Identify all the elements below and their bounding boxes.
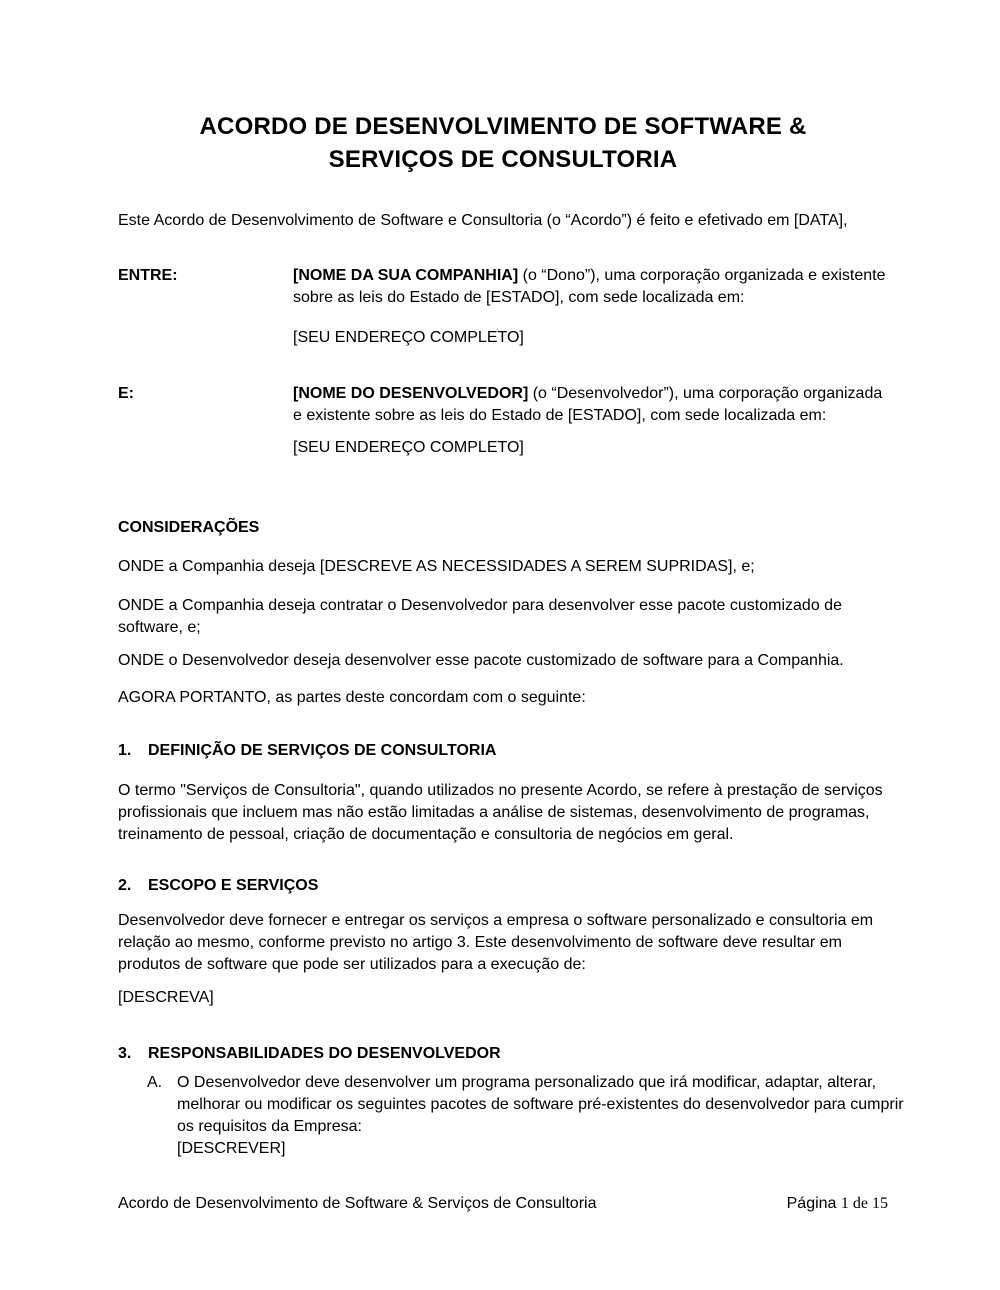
section-1-heading-text: DEFINIÇÃO DE SERVIÇOS DE CONSULTORIA	[148, 742, 497, 759]
footer-document-title: Acordo de Desenvolvimento de Software & Serviços de Consultoria	[118, 1195, 597, 1212]
party-block-e	[118, 383, 888, 459]
now-therefore-paragraph: AGORA PORTANTO, as partes deste concordam com o seguinte:	[118, 689, 586, 706]
considerations-clause-1: ONDE a Companhia deseja [DESCREVE AS NECESSIDADES A SEREM SUPRIDAS], e;	[118, 558, 755, 575]
party-text-entre: (o “Dono”), uma corporação organizada e existente sobre as leis do Estado de [ESTADO], com sede localizada em:	[293, 267, 886, 306]
page-footer	[118, 1193, 888, 1215]
footer-page-label: Página	[786, 1195, 841, 1212]
party-description-entre	[293, 265, 888, 309]
document-title	[118, 110, 888, 176]
section-3-placeholder: [DESCREVER]	[177, 1140, 286, 1157]
party-name-placeholder-e: [NOME DO DESENVOLVEDOR]	[293, 385, 529, 402]
section-1-heading	[118, 740, 888, 762]
footer-page-value: 1 de 15	[840, 1195, 888, 1212]
section-2-heading-text: ESCOPO E SERVIÇOS	[148, 877, 319, 894]
party-description-e	[293, 383, 888, 427]
section-3-heading-text: RESPONSABILIDADES DO DESENVOLVEDOR	[148, 1045, 501, 1062]
section-2-number: 2.	[118, 877, 132, 894]
document-title-line1: ACORDO DE DESENVOLVIMENTO DE SOFTWARE &	[199, 113, 807, 140]
considerations-heading: CONSIDERAÇÕES	[118, 519, 260, 536]
section-3-subitem-a-letter: A.	[147, 1074, 163, 1091]
party-text-e: (o “Desenvolvedor”), uma corporação organizada e existente sobre as leis do Estado de [ESTADO], com sede localizada em:	[293, 385, 883, 424]
section-2-placeholder: [DESCREVA]	[118, 989, 214, 1006]
section-3-heading	[118, 1043, 888, 1065]
document-title-line2: SERVIÇOS DE CONSULTORIA	[328, 146, 678, 173]
party-address-entre: [SEU ENDEREÇO COMPLETO]	[293, 329, 524, 346]
section-2-heading	[118, 875, 888, 897]
section-3-subitem-a	[147, 1072, 917, 1138]
party-block-entre	[118, 265, 888, 349]
footer-page-number	[787, 1193, 888, 1215]
section-3-number: 3.	[118, 1045, 132, 1062]
considerations-clause-3: ONDE o Desenvolvedor deseja desenvolver esse pacote customizado de software para a Companhia.	[118, 652, 844, 669]
section-1-paragraph: O termo "Serviços de Consultoria", quando utilizados no presente Acordo, se refere à prestação de serviços profissionais que incluem mas não estão limitadas a análise de sistemas, desenvolvimento de programas, treinamento de pessoal, criação de documentação e consultoria de negócios em geral.	[118, 782, 883, 843]
section-1-number: 1.	[118, 742, 132, 759]
party-label-e: E:	[118, 385, 134, 402]
party-label-entre: ENTRE:	[118, 267, 178, 284]
section-3-subitem-a-text: O Desenvolvedor deve desenvolver um programa personalizado que irá modificar, adaptar, alterar, melhorar ou modificar os seguintes pacotes de software pré-existentes do desenvolvedor para cumprir os requisitos da Empresa:	[177, 1074, 904, 1135]
party-name-placeholder-entre: [NOME DA SUA COMPANHIA]	[293, 267, 519, 284]
section-2-paragraph: Desenvolvedor deve fornecer e entregar os serviços a empresa o software personalizado e consultoria em relação ao mesmo, conforme previsto no artigo 3. Este desenvolvimento de software deve resultar em produtos de software que pode ser utilizados para a execução de:	[118, 912, 874, 973]
party-address-e: [SEU ENDEREÇO COMPLETO]	[293, 439, 524, 456]
intro-paragraph: Este Acordo de Desenvolvimento de Software e Consultoria (o “Acordo”) é feito e efetivado em [DATA],	[118, 212, 848, 229]
considerations-clause-2: ONDE a Companhia deseja contratar o Desenvolvedor para desenvolver esse pacote customizado de software, e;	[118, 597, 842, 636]
